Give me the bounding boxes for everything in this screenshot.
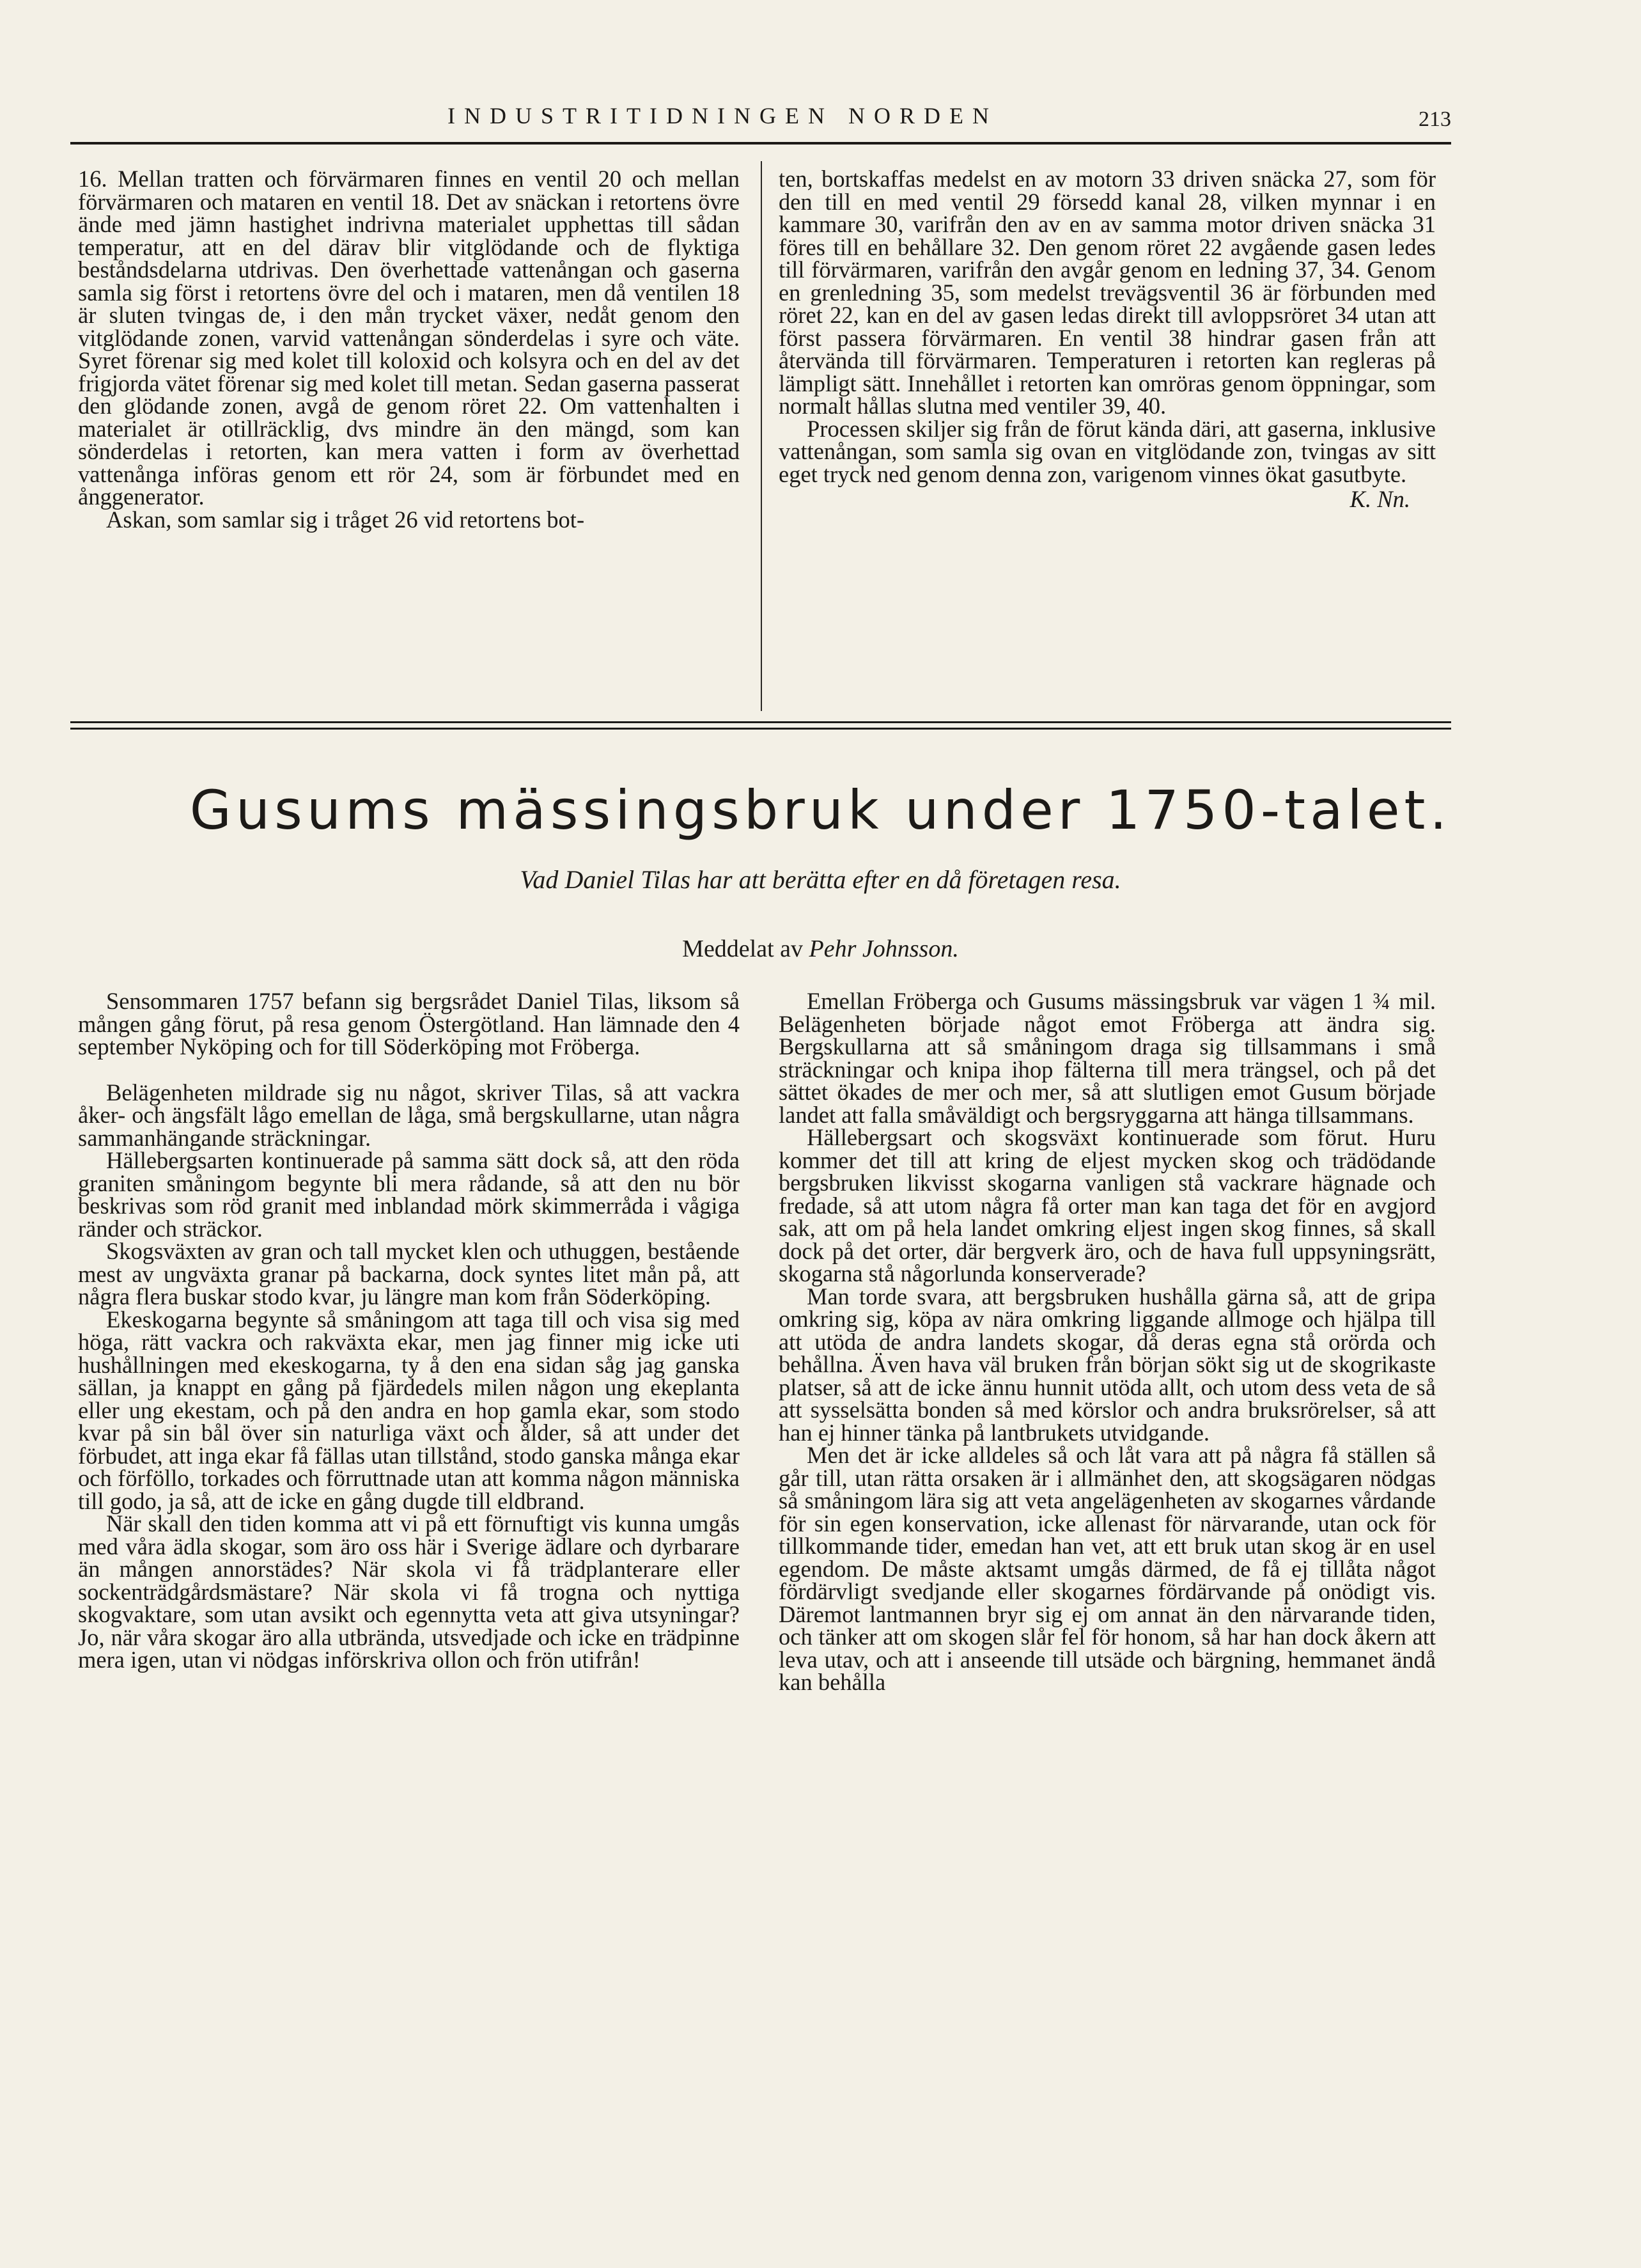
credit-author: Pehr Johnsson.: [809, 935, 959, 962]
article-left-column: [78, 990, 740, 1671]
prev-article-left-column: [78, 168, 740, 531]
article-paragraph: Ekeskogarna begynte så småningom att taga till och visa sig med höga, rätt vackra och rakväxta ekar, men jag finner mig icke uti hushållningen med ekeskogarna, ty å den ena sidan såg jag ganska sällan, ja knappt en gång på fjärdedels milen någon ung ekeplanta eller ung ekestam, och på den andra en hop gamla ekar, som stodo kvar på sin bål över sin naturliga växt och ålder, så att under det förbudet, att inga ekar få fällas utan tillstånd, stodo ganska många ekar och förföllo, torkades och förruttnade utan att komma någon människa till godo, ja så, att de icke en gång dugde till eldbrand.: [78, 1306, 740, 1514]
prev-article-paragraph: Processen skiljer sig från de förut kända däri, att gaserna, inklusive vattenångan, som samla sig ovan en vitglödande zon, tvingas av sitt eget tryck ned genom denna zon, varigenom vinnes ökat gasutbyte.: [779, 415, 1436, 487]
article-paragraph: Men det är icke alldeles så och låt vara att på några få ställen så går till, utan rätta orsaken är i allmänhet den, att skogsägaren nödgas så småningom lära sig att veta angelägenheten av skogarnes vårdande för sin egen konservation, icke allenast för närvarande, utan ock för tillkommande tider, emedan han vet, att ett bruk utan skog är en usel egendom. De måste aktsamt umgås därmed, de få ej tillåta något fördärvligt svedjande eller skogarnes fördärvande på onödigt vis. Däremot lantmannen bryr sig ej om annat än den närvarande tiden, och tänker att om skogen slår fel för honom, så har han dock åkern att leva utav, och att i anseende till utsäde och bärgning, hemmanet ändå kan behålla: [779, 1442, 1436, 1695]
prev-article-paragraph: 16. Mellan tratten och förvärmaren finnes en ventil 20 och mellan förvärmaren och mataren en ventil 18. Det av snäckan i retortens övre ände med jämn hastighet indrivna materialet upphettas till sådan temperatur, att en del därav blir vitglödande och de flyktiga beståndsdelarna utdrivas. Den överhettade vattenångan och gaserna samla sig först i retortens övre del och i mataren, men då ventilen 18 är sluten tvingas de, i den mån trycket växer, nedåt genom den vitglödande zonen, varvid vattenångan sönderdelas i syre och väte. Syret förenar sig med kolet till koloxid och kolsyra och en del av det frigjorda vätet förenar sig med kolet till metan. Sedan gaserna passerat den glödande zonen, avgå de genom röret 22. Om vattenhalten i materialet är otillräcklig, dvs mindre än den mängd, som kan sönderdelas i retorten, kan mera vatten i form av överhettad vattenånga införas genom ett rör 24, som är förbundet med en ånggenerator.: [78, 166, 740, 510]
article-paragraph: Man torde svara, att bergsbruken hushålla gärna så, att de gripa omkring sig, köpa av nära omkring liggande allmoge och hjälpa till att utöda de andra landets skogar, då deras egna stå orörda och behållna. Även hava väl bruken från början sökt sig ut de skogrikaste platser, så att de icke ännu hunnit utöda allt, och utom dess veta de så att sysselsätta bonden så med körslor och andra bruksrörelser, så att han ej hinner tänka på lantbrukets utvidgande.: [779, 1283, 1436, 1446]
prev-article-right-column: [779, 168, 1436, 511]
article-right-column: [779, 990, 1436, 1694]
article-paragraph: När skall den tiden komma att vi på ett förnuftigt vis kunna umgås med våra ädla skogar, som äro oss här i Sverige ädlare och dyrbarare än mången annorstädes? När skola vi få trädplanterare eller sockenträdgårdsmästare? När skola vi få trogna och nyttiga skogvaktare, som utan avsikt och egennytta veta att giva utsyningar? Jo, när våra skogar äro alla utbrända, utsvedjade och icke en trädpinne mera igen, utan vi nödgas införskriva ollon och frön utifrån!: [78, 1510, 740, 1673]
article-paragraph: Hällebergsart och skogsväxt kontinuerade som förut. Huru kommer det till att kring de eljest mycken skog och trädödande bergsbruken likvisst skogarna vanligen stå vackrare hägnade och fredade, så att utom några få orter man kan taga det för en avgjord sak, att om på hela landet omkring eljest ingen skog finnes, så skall dock på det orter, där bergverk äro, och de hava full uppsyningsrätt, skogarna stå någorlunda konserverade?: [779, 1124, 1436, 1287]
column-divider: [761, 161, 762, 711]
prev-article-paragraph: Askan, som samlar sig i tråget 26 vid retortens bot-: [106, 506, 585, 533]
article-title: Gusums mässingsbruk under 1750-talet.: [189, 779, 1452, 841]
article-paragraph: Belägenheten mildrade sig nu något, skriver Tilas, så att vackra åker- och ängsfält lågo emellan de låga, små bergskullarne, utan några sammanhängande sträckningar.: [78, 1079, 740, 1151]
section-rule-top: [70, 721, 1451, 723]
article-paragraph: Skogsväxten av gran och tall mycket klen och uthuggen, bestående mest av ungväxta granar på backarna, dock syntes litet mån på, att några flera buskar stodo kvar, ju längre man kom från Söderköping.: [78, 1238, 740, 1310]
prev-article-paragraph: ten, bortskaffas medelst en av motorn 33 driven snäcka 27, som för den till en med ventil 29 försedd kanal 28, vilken mynnar i en kammare 30, varifrån den av en av samma motor driven snäcka 31 föres till en behållare 32. Den genom röret 22 avgående gasen ledes till förvärmaren, varifrån den avgår genom en ledning 37, 34. Genom en grenledning 35, som medelst trevägsventil 36 är förbunden med röret 22, kan en del av gasen ledas direkt till avloppsröret 34 utan att först passera förvärmaren. En ventil 38 hindrar gasen från att återvända till förvärmaren. Temperaturen i retorten kan regleras på lämpligt sätt. Innehållet i retorten kan omröras genom öppningar, som normalt hållas slutna med ventiler 39, 40.: [779, 166, 1436, 419]
page-number: 213: [1419, 107, 1451, 131]
running-title: INDUSTRITIDNINGEN NORDEN: [447, 103, 998, 129]
prev-article-signature: K. Nn.: [1349, 486, 1410, 512]
article-paragraph: Sensommaren 1757 befann sig bergsrådet Daniel Tilas, liksom så mången gång förut, på resa genom Östergötland. Han lämnade den 4 september Nyköping och for till Söderköping mot Fröberga.: [78, 988, 740, 1060]
running-head: [70, 96, 1451, 141]
article-paragraph: Hällebergsarten kontinuerade på samma sätt dock så, att den röda graniten småningom begynte bli mera rådande, så att den nu bör beskrivas som röd granit med inblandad mörk skimmerråda i vågiga ränder och sträckor.: [78, 1147, 740, 1242]
header-rule: [70, 142, 1451, 145]
article-subtitle: Vad Daniel Tilas har att berätta efter en då företagen resa.: [520, 865, 1121, 894]
credit-prefix: Meddelat av: [682, 935, 804, 962]
article-paragraph: Emellan Fröberga och Gusums mässingsbruk var vägen 1 ¾ mil. Belägenheten började något emot Fröberga att ändra sig. Bergskullarna att så småningom draga sig tillsammans i små sträckningar och knipa ihop fälterna till mera trängsel, och på det sättet ökades de mer och mer, så att slutligen emot Gusum började landet att falla småväldigt och bergsryggarna att hänga tillsammans.: [779, 988, 1436, 1128]
article-credit: [0, 935, 1641, 963]
section-rule-bottom: [70, 728, 1451, 730]
